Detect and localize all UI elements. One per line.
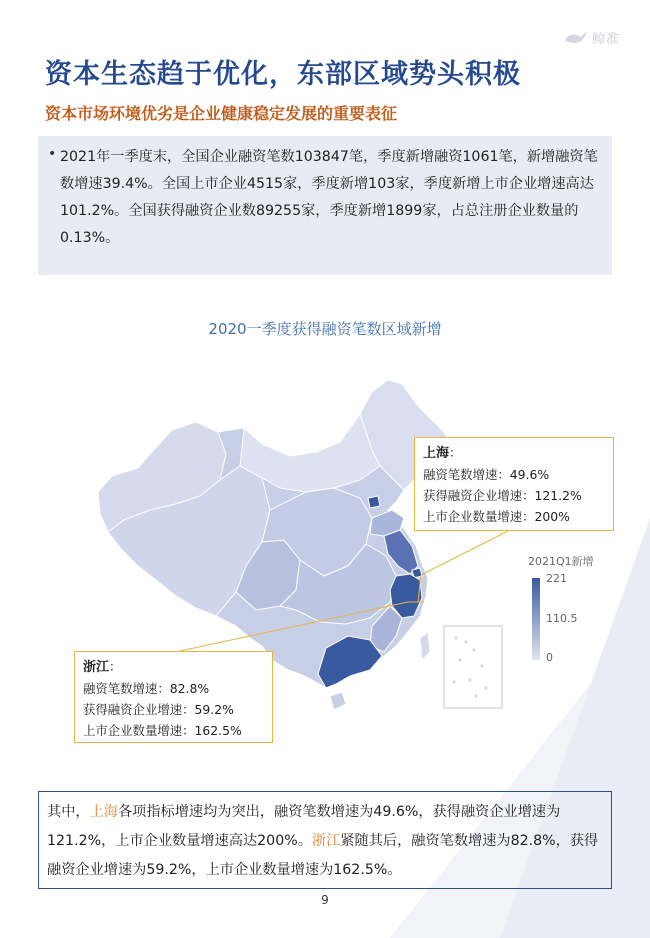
callout-metric: 上市企业数量增速：200% [423,509,570,524]
page-number: 9 [321,893,329,907]
page-subtitle: 资本市场环境优劣是企业健康稳定发展的重要表征 [45,104,398,123]
region-hainan [330,692,346,710]
callout-metric: 融资笔数增速：49.6% [423,467,550,482]
callout-separator: ： [449,445,462,460]
highlight-zhejiang: 浙江 [311,833,341,849]
south-china-sea-islands [453,637,488,698]
legend-max-label: 221 [546,572,567,585]
conclusion-text: 其中， [47,804,90,820]
summary-box [38,136,612,275]
chart-title: 2020一季度获得融资笔数区域新增 [208,320,442,338]
brand-logo [564,28,620,47]
page-title: 资本生态趋于优化，东部区域势头积极 [45,59,521,90]
callout-region-name: 上海 [423,446,450,461]
shanghai-connector [421,531,508,575]
region-beijing [368,496,380,508]
callout-metric: 上市企业数量增速：162.5% [83,723,242,738]
callout-zhejiang [74,651,273,743]
callout-region-name: 浙江 [83,660,110,675]
legend-mid-label: 110.5 [546,612,578,625]
conclusion-text: 各项指标增速均为突出，融资笔数增速为49.6%，获得融资企业增速为121.2%，上市企业数量增速高达200%。 [47,804,561,849]
south-china-sea-inset [444,626,502,708]
callout-shanghai [414,437,614,531]
region-taiwan [420,632,430,660]
conclusion-text: 紧随其后，融资笔数增速为82.8%，获得融资企业增速为59.2%，上市企业数量增速为162.5%。 [47,833,599,878]
callout-metric: 融资笔数增速：82.8% [83,681,210,696]
whale-icon [564,31,588,45]
highlight-shanghai: 上海 [89,804,118,820]
bullet-icon: • [48,146,57,162]
callout-separator: ： [109,659,122,674]
callout-metric: 获得融资企业增速：59.2% [83,702,234,717]
callout-metric: 获得融资企业增速：121.2% [423,488,582,503]
logo-text: 鲸准 [591,32,620,47]
legend-min-label: 0 [546,651,553,664]
legend-title: 2021Q1新增 [528,555,594,568]
conclusion-box [38,791,612,889]
legend-color-scale [532,578,540,660]
summary-text: 2021年一季度末，全国企业融资笔数103847笔，季度新增融资1061笔，新增融资笔数增速39.4%。全国上市企业4515家，季度新增103家，季度新增上市企业增速高达101.2%。全国获得融资企业数89255家，季度新增1899家，占总注册企业数量的0.13%。 [60,149,598,246]
